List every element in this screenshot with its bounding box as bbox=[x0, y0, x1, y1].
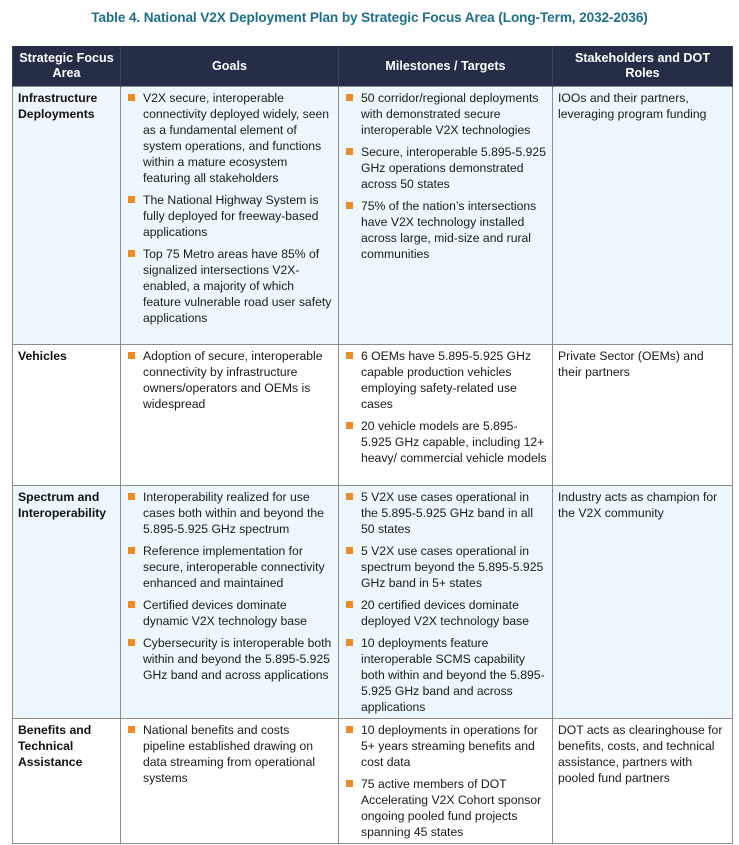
square-bullet-icon bbox=[346, 148, 353, 155]
square-bullet-icon bbox=[128, 493, 135, 500]
goals-list bbox=[126, 722, 333, 786]
table-row bbox=[13, 87, 733, 345]
milestone-item: 5 V2X use cases operational in spectrum beyond the 5.895-5.925 GHz band in 5+ states bbox=[344, 543, 547, 591]
square-bullet-icon bbox=[128, 250, 135, 257]
milestones-cell bbox=[339, 486, 553, 719]
square-bullet-icon bbox=[346, 202, 353, 209]
milestone-item: 75 active members of DOT Accelerating V2X Cohort sponsor ongoing pooled fund projects spanning 45 states bbox=[344, 776, 547, 840]
column-header-goals: Goals bbox=[121, 46, 339, 87]
focus-area-label: Vehicles bbox=[18, 349, 67, 363]
stakeholders-cell bbox=[553, 719, 733, 844]
stakeholders-cell bbox=[553, 486, 733, 719]
goal-item: Top 75 Metro areas have 85% of signalized intersections V2X-enabled, a majority of which feature vulnerable road user safety applications bbox=[126, 246, 333, 326]
goals-list bbox=[126, 90, 333, 326]
goal-item: Interoperability realized for use cases both within and beyond the 5.895-5.925 GHz spectrum bbox=[126, 489, 333, 537]
square-bullet-icon bbox=[128, 352, 135, 359]
square-bullet-icon bbox=[128, 639, 135, 646]
focus-area-label: Benefits and Technical Assistance bbox=[18, 723, 92, 769]
goal-item: Reference implementation for secure, interoperable connectivity enhanced and maintained bbox=[126, 543, 333, 591]
table-row bbox=[13, 486, 733, 719]
milestone-item: 20 certified devices dominate deployed V2X technology base bbox=[344, 597, 547, 629]
column-header-focus-area: Strategic Focus Area bbox=[13, 46, 121, 87]
square-bullet-icon bbox=[346, 352, 353, 359]
milestone-item: Secure, interoperable 5.895-5.925 GHz operations demonstrated across 50 states bbox=[344, 144, 547, 192]
goals-cell bbox=[121, 87, 339, 345]
milestone-item: 10 deployments in operations for 5+ years streaming benefits and cost data bbox=[344, 722, 547, 770]
milestone-item: 20 vehicle models are 5.895-5.925 GHz capable, including 12+ heavy/ commercial vehicle models bbox=[344, 418, 547, 466]
milestones-list bbox=[344, 722, 547, 840]
goal-item: The National Highway System is fully deployed for freeway-based applications bbox=[126, 192, 333, 240]
table-row bbox=[13, 719, 733, 844]
stakeholders-text: IOOs and their partners, leveraging program funding bbox=[558, 91, 707, 121]
square-bullet-icon bbox=[346, 493, 353, 500]
square-bullet-icon bbox=[346, 547, 353, 554]
goal-item: V2X secure, interoperable connectivity deployed widely, seen as a fundamental element of system operations, and functions within a mature ecosystem featuring all stakeholders bbox=[126, 90, 333, 186]
milestones-list bbox=[344, 489, 547, 715]
square-bullet-icon bbox=[128, 601, 135, 608]
milestones-list bbox=[344, 348, 547, 466]
milestones-cell bbox=[339, 345, 553, 486]
square-bullet-icon bbox=[346, 780, 353, 787]
square-bullet-icon bbox=[128, 726, 135, 733]
square-bullet-icon bbox=[128, 196, 135, 203]
column-header-milestones: Milestones / Targets bbox=[339, 46, 553, 87]
focus-area-cell bbox=[13, 345, 121, 486]
deployment-plan-table bbox=[12, 46, 733, 844]
stakeholders-cell bbox=[553, 87, 733, 345]
goals-cell bbox=[121, 486, 339, 719]
square-bullet-icon bbox=[346, 422, 353, 429]
stakeholders-text: Private Sector (OEMs) and their partners bbox=[558, 349, 704, 379]
square-bullet-icon bbox=[346, 726, 353, 733]
stakeholders-text: Industry acts as champion for the V2X community bbox=[558, 490, 718, 520]
goals-list bbox=[126, 348, 333, 412]
focus-area-label: Infrastructure Deployments bbox=[18, 91, 98, 121]
square-bullet-icon bbox=[346, 94, 353, 101]
focus-area-cell bbox=[13, 719, 121, 844]
table-header-row bbox=[13, 46, 733, 87]
square-bullet-icon bbox=[346, 601, 353, 608]
table-title: Table 4. National V2X Deployment Plan by Strategic Focus Area (Long-Term, 2032-2036) bbox=[91, 10, 648, 25]
goal-item: Adoption of secure, interoperable connectivity by infrastructure owners/operators and OEMs is widespread bbox=[126, 348, 333, 412]
stakeholders-text: DOT acts as clearinghouse for benefits, costs, and technical assistance, partners with pooled fund partners bbox=[558, 723, 723, 785]
goals-cell bbox=[121, 719, 339, 844]
focus-area-label: Spectrum and Interoperability bbox=[18, 490, 107, 520]
square-bullet-icon bbox=[346, 639, 353, 646]
column-header-stakeholders: Stakeholders and DOT Roles bbox=[553, 46, 733, 87]
goal-item: Cybersecurity is interoperable both within and beyond the 5.895-5.925 GHz band and across applications bbox=[126, 635, 333, 683]
stakeholders-cell bbox=[553, 345, 733, 486]
goal-item: National benefits and costs pipeline established drawing on data streaming from operational systems bbox=[126, 722, 333, 786]
goal-item: Certified devices dominate dynamic V2X technology base bbox=[126, 597, 333, 629]
square-bullet-icon bbox=[128, 547, 135, 554]
table-row bbox=[13, 345, 733, 486]
goals-cell bbox=[121, 345, 339, 486]
focus-area-cell bbox=[13, 87, 121, 345]
milestone-item: 50 corridor/regional deployments with demonstrated secure interoperable V2X technologies bbox=[344, 90, 547, 138]
milestones-cell bbox=[339, 87, 553, 345]
milestone-item: 6 OEMs have 5.895-5.925 GHz capable production vehicles employing safety-related use cases bbox=[344, 348, 547, 412]
milestones-list bbox=[344, 90, 547, 262]
milestone-item: 10 deployments feature interoperable SCMS capability both within and beyond the 5.895-5.925 GHz band and across applications bbox=[344, 635, 547, 715]
focus-area-cell bbox=[13, 486, 121, 719]
milestone-item: 75% of the nation’s intersections have V2X technology installed across large, mid-size and rural communities bbox=[344, 198, 547, 262]
square-bullet-icon bbox=[128, 94, 135, 101]
milestone-item: 5 V2X use cases operational in the 5.895-5.925 GHz band in all 50 states bbox=[344, 489, 547, 537]
milestones-cell bbox=[339, 719, 553, 844]
goals-list bbox=[126, 489, 333, 683]
